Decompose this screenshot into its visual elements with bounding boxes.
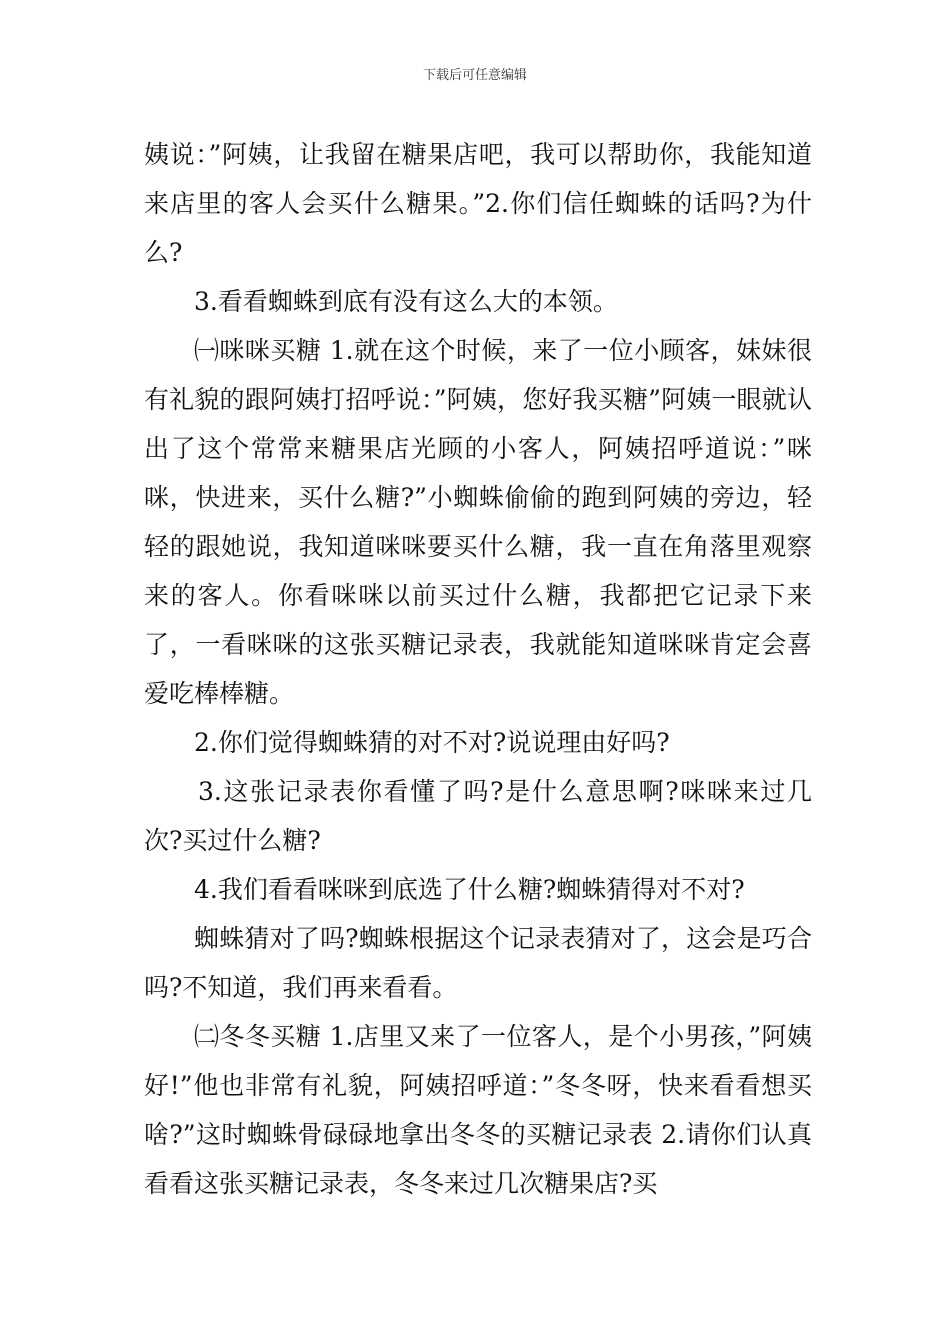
paragraph-3: ㈠咪咪买糖 1.就在这个时候，来了一位小顾客，妹妹很有礼貌的跟阿姨打招呼说：”阿姨，您好我买糖”阿姨一眼就认出了这个常常来糖果店光顾的小客人，阿姨招呼道说：”咪咪，快进来，买什么糖?”小蜘蛛偷偷的跑到阿姨的旁边，轻轻的跟她说，我知道咪咪要买什么糖，我一直在角落里观察来的客人。你看咪咪以前买过什么糖，我都把它记录下来了，一看咪咪的这张买糖记录表，我就能知道咪咪肯定会喜爱吃棒棒糖。 [144,336,812,708]
paragraph-4: 2.你们觉得蜘蛛猜的对不对?说说理由好吗? [194,728,670,757]
document-body [144,130,812,1208]
paragraph-1: 姨说：”阿姨，让我留在糖果店吧，我可以帮助你，我能知道来店里的客人会买什么糖果。”2.你们信任蜘蛛的话吗?为什么? [144,140,812,267]
paragraph-2: 3.看看蜘蛛到底有没有这么大的本领。 [194,287,618,316]
page-header: 下载后可任意编辑 [422,68,527,83]
paragraph-7: 蜘蛛猜对了吗?蜘蛛根据这个记录表猜对了，这会是巧合吗?不知道，我们再来看看。 [144,924,812,1002]
paragraph-8: ㈡冬冬买糖 1.店里又来了一位客人，是个小男孩，”阿姨好!”他也非常有礼貌，阿姨招呼道：”冬冬呀，快来看看想买啥?”这时蜘蛛骨碌碌地拿出冬冬的买糖记录表 2.请你们认真看看这张买糖记录表，冬冬来过几次糖果店?买 [144,1022,812,1198]
paragraph-6: 4.我们看看咪咪到底选了什么糖?蜘蛛猜得对不对? [194,875,745,904]
paragraph-5: 3.这张记录表你看懂了吗?是什么意思啊?咪咪来过几次?买过什么糖? [144,777,812,855]
